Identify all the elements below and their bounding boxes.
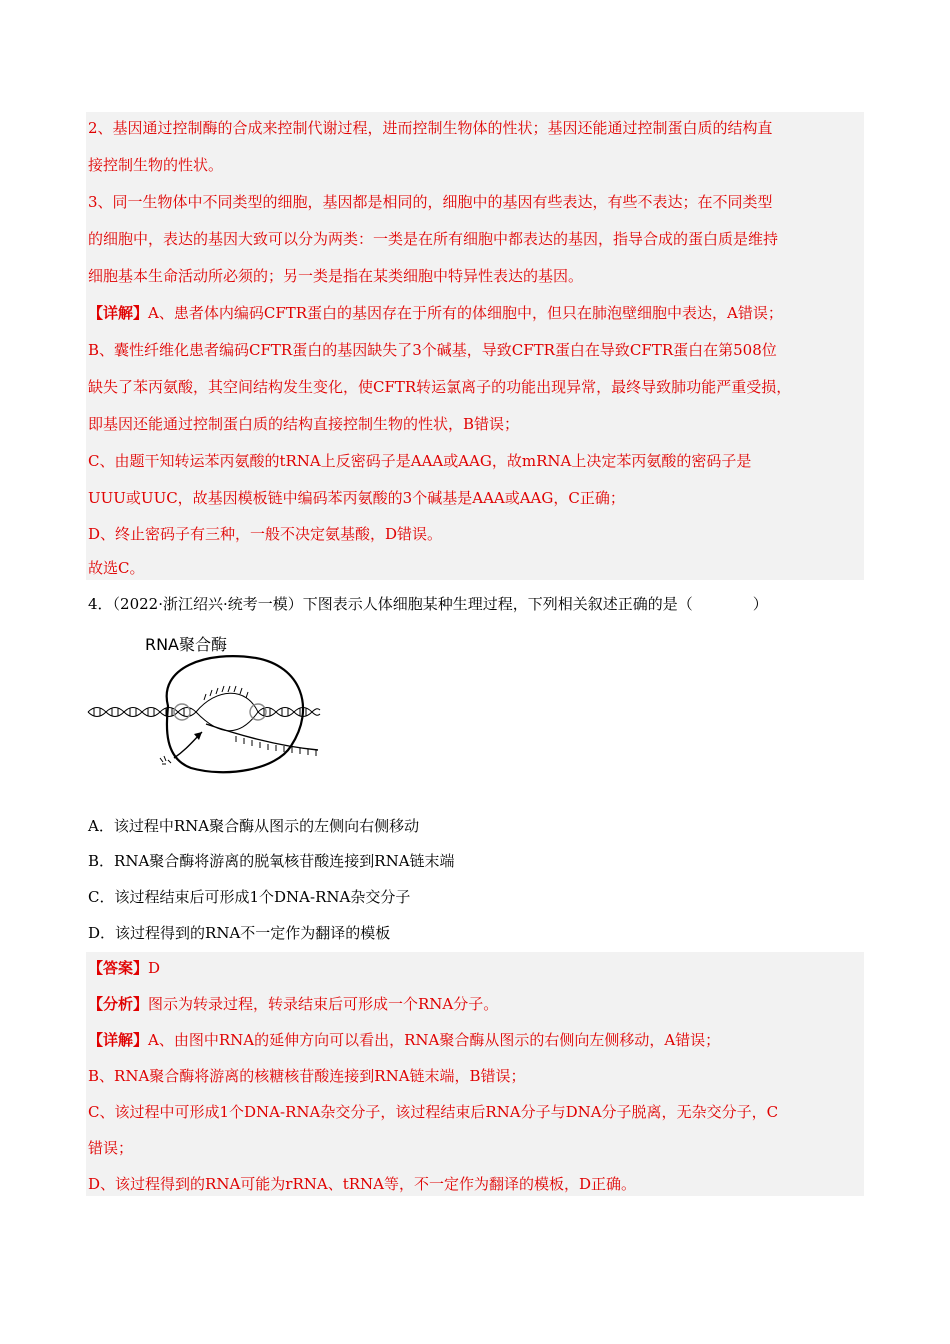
detail-line: 即基因还能通过控制蛋白质的结构直接控制生物的性状，B错误； (88, 415, 520, 433)
transcription-diagram (86, 628, 326, 778)
answer-tag: 【答案】 (88, 959, 149, 977)
detail-line: C、该过程中可形成1个DNA-RNA杂交分子，该过程结束后RNA分子与DNA分子脱离，无杂交分子，C (88, 1103, 779, 1121)
detail-line: 缺失了苯丙氨酸，其空间结构发生变化，使CFTR转运氯离子的功能出现异常，最终导致肺功能严重受损， (88, 378, 792, 396)
transcription-figure (86, 628, 326, 778)
detail-line: B、囊性纤维化患者编码CFTR蛋白的基因缺失了3个碱基，导致CFTR蛋白在导致CFTR蛋白在第508位 (88, 341, 777, 359)
analysis-text: 图示为转录过程，转录结束后可形成一个RNA分子。 (148, 995, 499, 1013)
detail-line: UUU或UUC，故基因模板链中编码苯丙氨酸的3个碱基是AAA或AAG，C正确； (88, 489, 625, 507)
detail-line: C、由题干知转运苯丙氨酸的tRNA上反密码子是AAA或AAG，故mRNA上决定苯丙氨酸的密码子是 (88, 452, 752, 470)
nucleotide-icon (160, 756, 171, 764)
option-b: B．RNA聚合酶将游离的脱氧核苷酸连接到RNA链末端 (88, 852, 455, 870)
detail-tag: 【详解】 (88, 304, 149, 322)
analysis-line: 的细胞中，表达的基因大致可以分为两类：一类是在所有细胞中都表达的基因，指导合成的蛋白质是维持 (88, 230, 779, 248)
question-stem (88, 594, 768, 614)
detail-line (88, 1030, 720, 1050)
detail-line: 错误； (88, 1139, 134, 1157)
analysis-line (88, 994, 498, 1014)
analysis-tag: 【分析】 (88, 995, 149, 1013)
option-c: C．该过程结束后可形成1个DNA-RNA杂交分子 (88, 888, 411, 906)
detail-line (88, 303, 783, 323)
detail-text: A、由图中RNA的延伸方向可以看出，RNA聚合酶从图示的右侧向左侧移动，A错误； (148, 1031, 721, 1049)
rna-polymerase-outline (167, 656, 303, 772)
detail-tag: 【详解】 (88, 1031, 149, 1049)
detail-line: B、RNA聚合酶将游离的核糖核苷酸连接到RNA链末端，B错误； (88, 1067, 526, 1085)
question-text: （2022·浙江绍兴·统考一模）下图表示人体细胞某种生理过程，下列相关叙述正确的是（ ） (112, 595, 768, 613)
analysis-line: 细胞基本生命活动所必须的；另一类是指在某类细胞中特异性表达的基因。 (88, 267, 584, 285)
figure-label: RNA聚合酶 (144, 635, 228, 654)
circle-marker-icon (174, 704, 190, 720)
answer-value: D (148, 959, 161, 977)
conclusion-line: 故选C。 (88, 559, 145, 577)
option-d: D．该过程得到的RNA不一定作为翻译的模板 (88, 924, 391, 942)
analysis-line: 3、同一生物体中不同类型的细胞，基因都是相同的，细胞中的基因有些表达，有些不表达；在不同类型 (88, 193, 773, 211)
option-a: A．该过程中RNA聚合酶从图示的左侧向右侧移动 (88, 817, 420, 835)
detail-line: D、终止密码子有三种，一般不决定氨基酸，D错误。 (88, 525, 443, 543)
analysis-line: 2、基因通过控制酶的合成来控制代谢过程，进而控制生物体的性状；基因还能通过控制蛋白质的结构直 (88, 119, 773, 137)
answer-line (88, 958, 160, 978)
question-number: 4． (88, 595, 113, 613)
detail-line: D、该过程得到的RNA可能为rRNA、tRNA等，不一定作为翻译的模板，D正确。 (88, 1175, 637, 1193)
analysis-line: 接控制生物的性状。 (88, 156, 224, 174)
detail-text: A、患者体内编码CFTR蛋白的基因存在于所有的体细胞中，但只在肺泡壁细胞中表达，A错误； (148, 304, 783, 322)
dna-helix-icon (88, 686, 320, 756)
